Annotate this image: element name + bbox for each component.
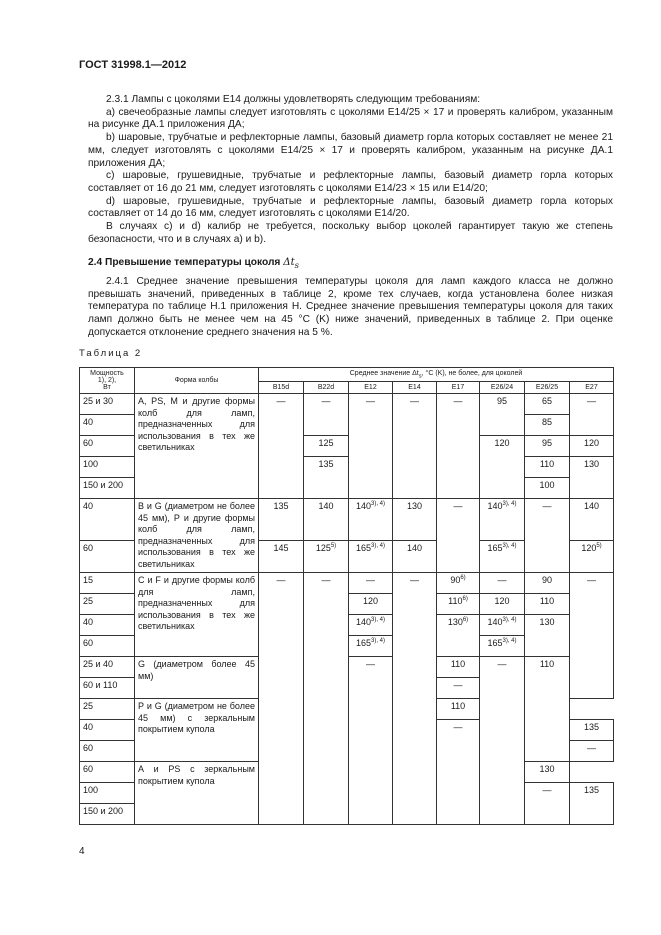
value-cell: 90 <box>525 573 570 594</box>
value-cell: 110 <box>525 594 570 615</box>
value-cell: $140^{3), 4)}$ <box>349 615 393 636</box>
shape-cell: В и G (диаметром не более 45 мм), Р и другие формы колб для ламп, предназначенных для использования в тех же светильниках <box>135 499 259 573</box>
avg-temp-header: Среднее значение $\Delta t_s$, °С (K), не более, для цоколей <box>259 368 614 382</box>
value-cell: 95 <box>525 436 570 457</box>
value-cell: 65 <box>525 394 570 415</box>
value-cell: 145 <box>259 541 304 573</box>
value-cell: — <box>437 720 480 825</box>
value-cell: — <box>259 573 304 825</box>
base-header: E17 <box>437 382 480 394</box>
power-cell: 60 <box>80 741 135 762</box>
value-cell: 135 <box>304 457 349 499</box>
power-cell: 60 <box>80 436 135 457</box>
base-header: E26/25 <box>525 382 570 394</box>
power-cell: 25 <box>80 594 135 615</box>
shape-cell: А и PS с зеркальным покрытием купола <box>135 762 259 825</box>
value-cell: 120 <box>349 594 393 615</box>
table-header-row <box>80 368 614 382</box>
value-cell: 130$^{6)}$ <box>437 615 480 657</box>
value-cell: — <box>480 573 525 594</box>
paragraph: b) шаровые, трубчатые и рефлекторные лампы, базовый диаметр горла которых составляет не менее 21 мм, следует изготовлять с цоколями E14/25 × 17 и проверять калибром, указанным на рисунке ДА.1 приложения ДА; <box>88 132 613 169</box>
value-cell: $165^{3), 4)}$ <box>480 636 525 657</box>
power-cell: 15 <box>80 573 135 594</box>
value-cell: — <box>437 394 480 499</box>
paragraph: с) шаровые, грушевидные, трубчатые и рефлекторные лампы, базовый диаметр горла которых составляет от 16 до 21 мм, следует изготовлять с цоколями E14/23 × 15 или E14/20; <box>88 170 613 194</box>
delta-symbol: Δt <box>283 257 295 268</box>
power-cell: 25 <box>80 699 135 720</box>
power-cell: 40 <box>80 499 135 541</box>
value-cell: — <box>570 573 614 699</box>
table-row <box>80 573 614 594</box>
value-cell: — <box>349 657 393 825</box>
value-cell: 85 <box>525 415 570 436</box>
value-cell: 90$^{6)}$ <box>437 573 480 594</box>
page-number: 4 <box>79 846 85 857</box>
power-cell: 100 <box>80 783 135 804</box>
value-cell: 140 <box>570 499 614 541</box>
value-cell: — <box>393 394 437 499</box>
value-cell: 110$^{6)}$ <box>437 594 480 615</box>
table-row <box>80 394 614 415</box>
value-cell: — <box>304 394 349 436</box>
value-cell: — <box>349 573 393 594</box>
value-cell: — <box>570 394 614 436</box>
value-cell: 110 <box>525 457 570 478</box>
temperature-table <box>79 367 614 825</box>
power-cell: 25 и 30 <box>80 394 135 415</box>
value-cell: — <box>570 741 614 762</box>
power-cell: 40 <box>80 615 135 636</box>
value-cell: $165^{3), 4)}$ <box>349 636 393 657</box>
shape-cell: С и F и другие формы колб для ламп, предназначенных для использования в тех же светильниках <box>135 573 259 657</box>
value-cell: 130 <box>570 457 614 499</box>
section-title <box>88 257 299 271</box>
power-cell: 25 и 40 <box>80 657 135 678</box>
power-header: Мощность 1), 2), Вт <box>80 368 135 394</box>
power-cell: 60 и 110 <box>80 678 135 699</box>
value-cell: 120 <box>480 594 525 615</box>
delta-subscript: s <box>294 261 300 272</box>
power-cell: 100 <box>80 457 135 478</box>
value-cell: 95 <box>480 394 525 436</box>
value-cell: — <box>480 657 525 825</box>
value-cell: — <box>525 499 570 573</box>
value-cell: $165^{3), 4)}$ <box>349 541 393 573</box>
value-cell: 135 <box>259 499 304 541</box>
section-title-text: 2.4 Превышение температуры цоколя <box>88 257 281 268</box>
paragraph: 2.4.1 Среднее значение превышения температуры цоколя для ламп каждого класса не должно превышать значений, приведенных в таблице 2, кроме тех случаев, когда установлена более низкая температура по таблице Н.1 приложения Н. Среднее значение превышения температуры цоколя для таких ламп должно быть не менее чем на 45 °С (K) ниже значений, приведенных в таблице 2. При оценке допускается отклонение среднего значения на 5 %. <box>88 276 613 338</box>
value-cell: $140^{3), 4)}$ <box>480 615 525 636</box>
paragraph: 2.3.1 Лампы с цоколями E14 должны удовлетворять следующим требованиям: <box>106 94 481 105</box>
value-cell: 125$^{5)}$ <box>304 541 349 573</box>
shape-cell: Р и G (диаметром не более 45 мм) с зеркальным покрытием купола <box>135 699 259 762</box>
value-cell: 120 <box>570 436 614 457</box>
value-cell: 110 <box>525 657 570 762</box>
value-cell: 120 <box>480 436 525 499</box>
value-cell: 130 <box>525 615 570 657</box>
base-header: B15d <box>259 382 304 394</box>
value-cell: 140 <box>304 499 349 541</box>
value-cell: — <box>437 499 480 573</box>
value-cell: — <box>525 783 570 825</box>
requirements-text <box>88 94 613 246</box>
base-header: E27 <box>570 382 614 394</box>
value-cell: 110 <box>437 699 480 720</box>
value-cell: 120$^{5)}$ <box>570 541 614 573</box>
base-header: E26/24 <box>480 382 525 394</box>
value-cell: 135 <box>570 783 614 825</box>
value-cell: 110 <box>437 657 480 678</box>
power-cell: 60 <box>80 541 135 573</box>
power-cell: 150 и 200 <box>80 478 135 499</box>
section-text <box>88 276 613 340</box>
value-cell: — <box>393 573 437 825</box>
power-cell: 60 <box>80 636 135 657</box>
base-header: E14 <box>393 382 437 394</box>
value-cell: 130 <box>525 762 570 783</box>
value-cell: $165^{3), 4)}$ <box>480 541 525 573</box>
value-cell: — <box>349 394 393 499</box>
power-cell: 150 и 200 <box>80 804 135 825</box>
value-cell: 100 <box>525 478 570 499</box>
value-cell: $140^{3), 4)}$ <box>480 499 525 541</box>
power-cell: 60 <box>80 762 135 783</box>
table-caption: Таблица 2 <box>79 348 143 359</box>
paragraph: В случаях с) и d) калибр не требуется, поскольку выбор цоколей гарантирует такую же степень безопасности, что и в случаях а) и b). <box>88 221 613 245</box>
value-cell: 130 <box>393 499 437 541</box>
document-header: ГОСТ 31998.1—2012 <box>79 59 187 71</box>
base-header: E12 <box>349 382 393 394</box>
paragraph: d) шаровые, грушевидные, трубчатые и рефлекторные лампы, базовый диаметр горла которых составляет от 14 до 16 мм, следует изготовлять с цоколями E14/20. <box>88 195 613 220</box>
power-cell: 40 <box>80 720 135 741</box>
value-cell: 125 <box>304 436 349 457</box>
power-cell: 40 <box>80 415 135 436</box>
value-cell: — <box>304 573 349 825</box>
value-cell: — <box>259 394 304 499</box>
table-row <box>80 499 614 541</box>
value-cell: $140^{3), 4)}$ <box>349 499 393 541</box>
value-cell: 140 <box>393 541 437 573</box>
shape-cell: А, PS, М и другие формы колб для ламп, предназначенных для использования в тех же светильниках <box>135 394 259 499</box>
value-cell: — <box>437 678 480 699</box>
paragraph: а) свечеобразные лампы следует изготовлять с цоколями E14/25 × 17 и проверять калибром, указанным на рисунке ДА.1 приложения ДА; <box>88 106 613 131</box>
shape-cell: G (диаметром более 45 мм) <box>135 657 259 699</box>
base-header: B22d <box>304 382 349 394</box>
value-cell: 135 <box>570 720 614 741</box>
shape-header: Форма колбы <box>135 368 259 394</box>
